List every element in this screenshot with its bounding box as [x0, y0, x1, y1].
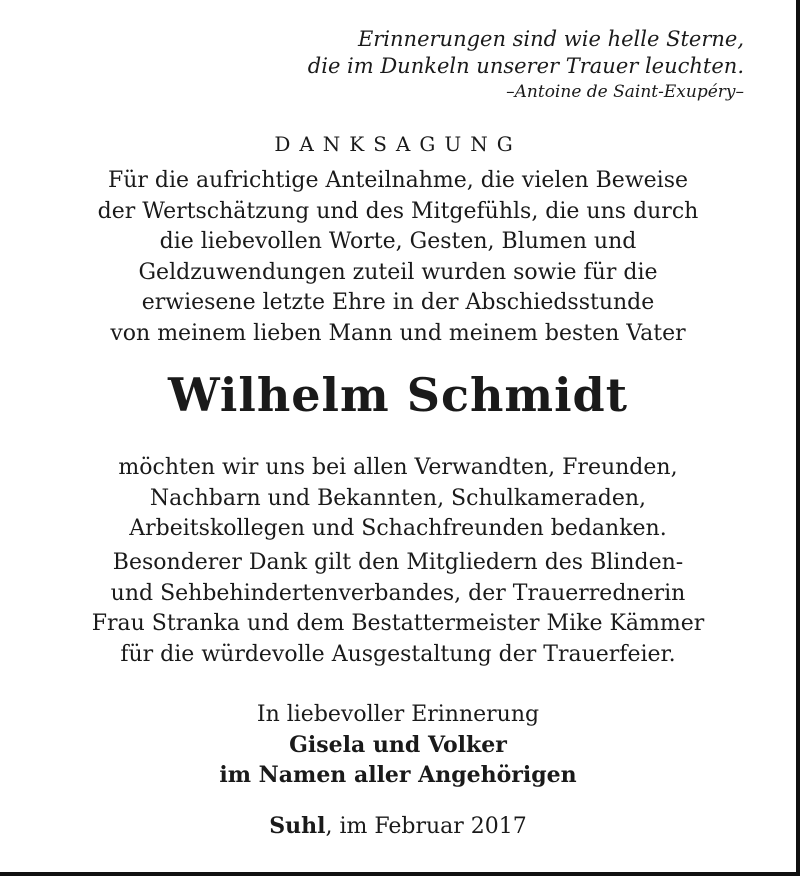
text-line: für die würdevolle Ausgestaltung der Trauerfeier.	[120, 641, 676, 667]
place-date	[0, 813, 796, 839]
quote-line: Erinnerungen sind wie helle Sterne,	[357, 27, 744, 51]
text-line: und Sehbehindertenverbandes, der Trauerrednerin	[110, 580, 686, 606]
quote-line: die im Dunkeln unserer Trauer leuchten.	[307, 54, 744, 78]
text-line: Besonderer Dank gilt den Mitgliedern des Blinden-	[112, 550, 684, 575]
thanks-paragraph-2	[0, 453, 796, 545]
date-text: , im Februar 2017	[325, 814, 527, 839]
text-line: die liebevollen Worte, Gesten, Blumen und	[159, 229, 637, 254]
text-line: Für die aufrichtige Anteilnahme, die vielen Beweise	[107, 168, 689, 193]
notice-heading: DANKSAGUNG	[274, 132, 522, 156]
text-line: möchten wir uns bei allen Verwandten, Freunden,	[118, 455, 678, 480]
thanks-paragraph-1	[0, 166, 796, 349]
text-line: der Wertschätzung und des Mitgefühls, die uns durch	[97, 198, 699, 224]
signer-names: Gisela und Volker	[289, 732, 507, 758]
closing-intro: In liebevoller Erinnerung	[256, 702, 540, 727]
signer-relation: im Namen aller Angehörigen	[219, 762, 577, 788]
text-line: Arbeitskollegen und Schachfreunden bedanken.	[129, 516, 667, 541]
text-line: von meinem lieben Mann und meinem besten Vater	[110, 320, 686, 346]
special-thanks-paragraph	[0, 548, 796, 670]
deceased-name: Wilhelm Schmidt	[168, 368, 628, 422]
quote-author: –Antoine de Saint-Exupéry–	[506, 82, 744, 102]
text-line: Nachbarn und Bekannten, Schulkameraden,	[149, 485, 647, 511]
epigraph-quote	[308, 26, 744, 104]
closing-block	[0, 700, 796, 790]
text-line: erwiesene letzte Ehre in der Abschiedsstunde	[141, 290, 655, 315]
text-line: Frau Stranka und dem Bestattermeister Mike Kämmer	[91, 611, 705, 636]
place-name: Suhl	[269, 813, 326, 839]
text-line: Geldzuwendungen zuteil wurden sowie für die	[138, 259, 658, 285]
